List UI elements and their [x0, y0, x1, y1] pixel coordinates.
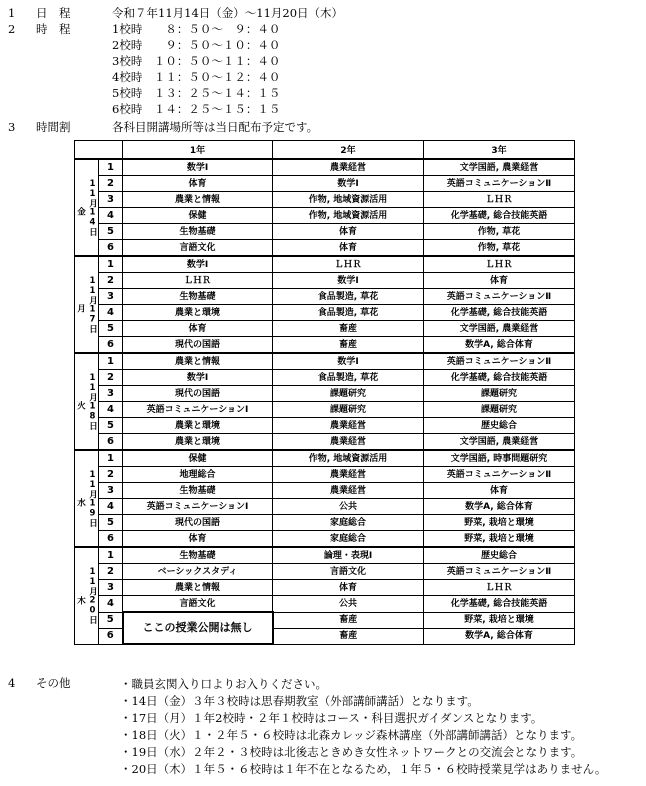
section-1-label: 日 程	[36, 6, 71, 20]
table-row	[75, 402, 575, 418]
subject-cell: 農業と環境	[123, 418, 273, 434]
note-item: ・14日（金）３年３校時は思春期教室（外部講師講話）となります。	[120, 694, 479, 708]
subject-cell: 体育	[273, 580, 424, 596]
period-number: 1	[99, 256, 123, 273]
table-row	[75, 192, 575, 208]
subject-cell: 英語コミュニケーションⅡ	[424, 176, 575, 192]
schedule-dates: 令和７年11月14日（金）～11月20日（木）	[112, 6, 344, 20]
period-number: 3	[99, 386, 123, 402]
subject-cell: 英語コミュニケーションⅡ	[424, 467, 575, 483]
table-row	[75, 289, 575, 305]
period-number: 5	[99, 418, 123, 434]
subject-cell: 化学基礎, 総合技能英語	[424, 208, 575, 224]
day-date: 11月19日	[87, 470, 98, 527]
note-item: ・17日（月）１年2校時・２年１校時はコース・科目選択ガイダンスとなります。	[120, 711, 543, 725]
subject-cell: 作物, 草花	[424, 240, 575, 257]
day-date: 11月20日	[87, 567, 98, 625]
header-year2: 2年	[273, 141, 424, 160]
subject-cell: 言語文化	[123, 240, 273, 257]
period-number: 2	[99, 564, 123, 580]
subject-cell: 畜産	[273, 612, 424, 628]
subject-cell: 数学A, 総合体育	[424, 628, 575, 644]
table-row	[75, 467, 575, 483]
subject-cell: 家庭総合	[273, 515, 424, 531]
table-row	[75, 224, 575, 240]
day-cell	[75, 256, 99, 353]
period-number: 6	[99, 434, 123, 451]
period-time: 5校時 １３：２５～１４：１５	[112, 86, 281, 100]
table-row	[75, 580, 575, 596]
period-number: 2	[99, 370, 123, 386]
period-number: 4	[99, 305, 123, 321]
subject-cell: 文学国語, 農業経営	[424, 321, 575, 337]
day-cell	[75, 547, 99, 644]
subject-cell: 保健	[123, 450, 273, 467]
subject-cell: 食品製造, 草花	[273, 289, 424, 305]
subject-cell: 課題研究	[273, 402, 424, 418]
period-number: 1	[99, 450, 123, 467]
subject-cell: 農業経営	[273, 418, 424, 434]
subject-cell: 現代の国語	[123, 337, 273, 354]
period-number: 6	[99, 240, 123, 257]
subject-cell: 作物, 地域資源活用	[273, 450, 424, 467]
subject-cell: 生物基礎	[123, 289, 273, 305]
subject-cell: 文学国語, 農業経営	[424, 159, 575, 176]
subject-cell: ＬＨＲ	[273, 256, 424, 273]
timetable-note: 各科目開講場所等は当日配布予定です。	[112, 120, 319, 134]
subject-cell: 農業と情報	[123, 192, 273, 208]
table-row	[75, 321, 575, 337]
subject-cell: 体育	[273, 240, 424, 257]
table-row	[75, 159, 575, 176]
subject-cell: 数学Ⅰ	[273, 273, 424, 289]
period-time: 4校時 １１：５０～１２：４０	[112, 70, 281, 84]
subject-cell: 農業と情報	[123, 353, 273, 370]
day-date: 11月18日	[87, 373, 98, 430]
subject-cell: 英語コミュニケーションⅡ	[424, 289, 575, 305]
section-2-label: 時 程	[36, 22, 71, 36]
day-of-week: 火	[75, 401, 86, 410]
subject-cell: 生物基礎	[123, 547, 273, 564]
table-row	[75, 499, 575, 515]
subject-cell: 体育	[123, 176, 273, 192]
subject-cell: 畜産	[273, 337, 424, 354]
subject-cell: 作物, 地域資源活用	[273, 208, 424, 224]
period-time: 1校時 ８：５０～ ９：４０	[112, 22, 281, 36]
subject-cell: 公共	[273, 499, 424, 515]
subject-cell: 英語コミュニケーションⅡ	[424, 564, 575, 580]
subject-cell: 体育	[123, 321, 273, 337]
subject-cell: 歴史総合	[424, 418, 575, 434]
table-row	[75, 612, 575, 628]
period-number: 1	[99, 159, 123, 176]
note-item: ・18日（火）１・２年５・６校時は北森カレッジ森林講座（外部講師講話）となります。	[120, 728, 583, 742]
subject-cell: 食品製造, 草花	[273, 370, 424, 386]
subject-cell: 数学A, 総合体育	[424, 337, 575, 354]
table-row	[75, 240, 575, 257]
table-row	[75, 337, 575, 354]
table-row	[75, 386, 575, 402]
note-item: ・職員玄関入り口よりお入りください。	[120, 677, 327, 691]
day-of-week: 木	[75, 595, 86, 604]
day-date: 11月14日	[87, 179, 98, 236]
note-item: ・20日（木）１年５・６校時は１年不在となるため，１年５・６校時授業見学はありません。	[120, 762, 607, 776]
day-of-week: 月	[75, 304, 86, 313]
subject-cell: 野菜, 栽培と環境	[424, 612, 575, 628]
subject-cell: 数学Ⅰ	[123, 256, 273, 273]
subject-cell: 野菜, 栽培と環境	[424, 531, 575, 548]
subject-cell: 畜産	[273, 321, 424, 337]
table-row	[75, 547, 575, 564]
period-time: 3校時 １０：５０～１１：４０	[112, 54, 281, 68]
period-number: 3	[99, 192, 123, 208]
subject-cell: 生物基礎	[123, 483, 273, 499]
subject-cell: 野菜, 栽培と環境	[424, 515, 575, 531]
subject-cell: 文学国語, 時事問題研究	[424, 450, 575, 467]
subject-cell: 文学国語, 農業経営	[424, 434, 575, 451]
subject-cell: 農業と情報	[123, 580, 273, 596]
subject-cell: 数学Ⅰ	[273, 353, 424, 370]
period-number: 1	[99, 547, 123, 564]
subject-cell: 英語コミュニケーションⅡ	[424, 353, 575, 370]
timetable	[74, 140, 575, 645]
period-number: 4	[99, 402, 123, 418]
subject-cell: ベーシックスタディ	[123, 564, 273, 580]
section-1-number: 1	[8, 6, 16, 20]
subject-cell: 歴史総合	[424, 547, 575, 564]
period-number: 4	[99, 208, 123, 224]
table-row	[75, 450, 575, 467]
section-3-label: 時間割	[36, 120, 71, 134]
table-row	[75, 515, 575, 531]
subject-cell: 課題研究	[273, 386, 424, 402]
subject-cell: 公共	[273, 596, 424, 613]
table-row	[75, 370, 575, 386]
table-row	[75, 208, 575, 224]
day-cell	[75, 353, 99, 450]
subject-cell: 論理・表現Ⅰ	[273, 547, 424, 564]
period-number: 3	[99, 289, 123, 305]
table-row	[75, 353, 575, 370]
period-number: 6	[99, 628, 123, 644]
period-number: 3	[99, 483, 123, 499]
subject-cell: 体育	[273, 224, 424, 240]
period-number: 4	[99, 596, 123, 613]
subject-cell: 英語コミュニケーションⅠ	[123, 402, 273, 418]
table-row	[75, 256, 575, 273]
period-time: 2校時 ９：５０～１０：４０	[112, 38, 281, 52]
subject-cell: 地理総合	[123, 467, 273, 483]
subject-cell: 農業経営	[273, 159, 424, 176]
period-number: 6	[99, 531, 123, 548]
no-lesson-notice: ここの授業公開は無し	[123, 612, 273, 644]
header-year1: 1年	[123, 141, 273, 160]
subject-cell: 農業経営	[273, 434, 424, 451]
day-date: 11月17日	[87, 276, 98, 333]
subject-cell: ＬＨＲ	[123, 273, 273, 289]
period-number: 5	[99, 321, 123, 337]
note-item: ・19日（水）２年２・３校時は北後志ときめき女性ネットワークとの交流会となります。	[120, 745, 583, 759]
section-2-number: 2	[8, 22, 16, 36]
period-number: 6	[99, 337, 123, 354]
subject-cell: 数学A, 総合体育	[424, 499, 575, 515]
section-4-number: 4	[8, 676, 16, 690]
subject-cell: 化学基礎, 総合技能英語	[424, 305, 575, 321]
subject-cell: ＬＨＲ	[424, 256, 575, 273]
subject-cell: 体育	[424, 273, 575, 289]
subject-cell: 言語文化	[273, 564, 424, 580]
subject-cell: 作物, 地域資源活用	[273, 192, 424, 208]
subject-cell: 体育	[123, 531, 273, 548]
subject-cell: 化学基礎, 総合技能英語	[424, 596, 575, 613]
section-4-label: その他	[36, 676, 71, 690]
period-number: 1	[99, 353, 123, 370]
table-row	[75, 305, 575, 321]
table-row	[75, 596, 575, 613]
day-cell	[75, 450, 99, 547]
day-cell	[75, 159, 99, 256]
subject-cell: 数学Ⅰ	[123, 370, 273, 386]
subject-cell: 課題研究	[424, 386, 575, 402]
subject-cell: 保健	[123, 208, 273, 224]
table-row	[75, 564, 575, 580]
period-number: 2	[99, 273, 123, 289]
table-row	[75, 483, 575, 499]
subject-cell: 数学Ⅰ	[123, 159, 273, 176]
period-number: 5	[99, 515, 123, 531]
table-row	[75, 418, 575, 434]
subject-cell: ＬＨＲ	[424, 192, 575, 208]
subject-cell: 農業経営	[273, 483, 424, 499]
subject-cell: 作物, 草花	[424, 224, 575, 240]
subject-cell: 農業と環境	[123, 434, 273, 451]
subject-cell: 家庭総合	[273, 531, 424, 548]
subject-cell: 化学基礎, 総合技能英語	[424, 370, 575, 386]
table-row	[75, 531, 575, 548]
period-number: 4	[99, 499, 123, 515]
subject-cell: 生物基礎	[123, 224, 273, 240]
subject-cell: 食品製造, 草花	[273, 305, 424, 321]
table-row	[75, 434, 575, 451]
corner-cell	[75, 141, 123, 160]
subject-cell: 体育	[424, 483, 575, 499]
subject-cell: 現代の国語	[123, 386, 273, 402]
subject-cell: 英語コミュニケーションⅠ	[123, 499, 273, 515]
period-number: 2	[99, 467, 123, 483]
table-row	[75, 176, 575, 192]
subject-cell: 数学Ⅰ	[273, 176, 424, 192]
table-row	[75, 273, 575, 289]
period-number: 2	[99, 176, 123, 192]
subject-cell: 言語文化	[123, 596, 273, 613]
period-time: 6校時 １４：２５～１５：１５	[112, 102, 281, 116]
header-year3: 3年	[424, 141, 575, 160]
period-number: 5	[99, 612, 123, 628]
day-of-week: 水	[75, 498, 86, 507]
period-number: 3	[99, 580, 123, 596]
subject-cell: 課題研究	[424, 402, 575, 418]
period-number: 5	[99, 224, 123, 240]
subject-cell: 畜産	[273, 628, 424, 644]
day-of-week: 金	[75, 207, 86, 216]
subject-cell: 農業経営	[273, 467, 424, 483]
subject-cell: 現代の国語	[123, 515, 273, 531]
subject-cell: ＬＨＲ	[424, 580, 575, 596]
section-3-number: 3	[8, 120, 16, 134]
subject-cell: 農業と環境	[123, 305, 273, 321]
